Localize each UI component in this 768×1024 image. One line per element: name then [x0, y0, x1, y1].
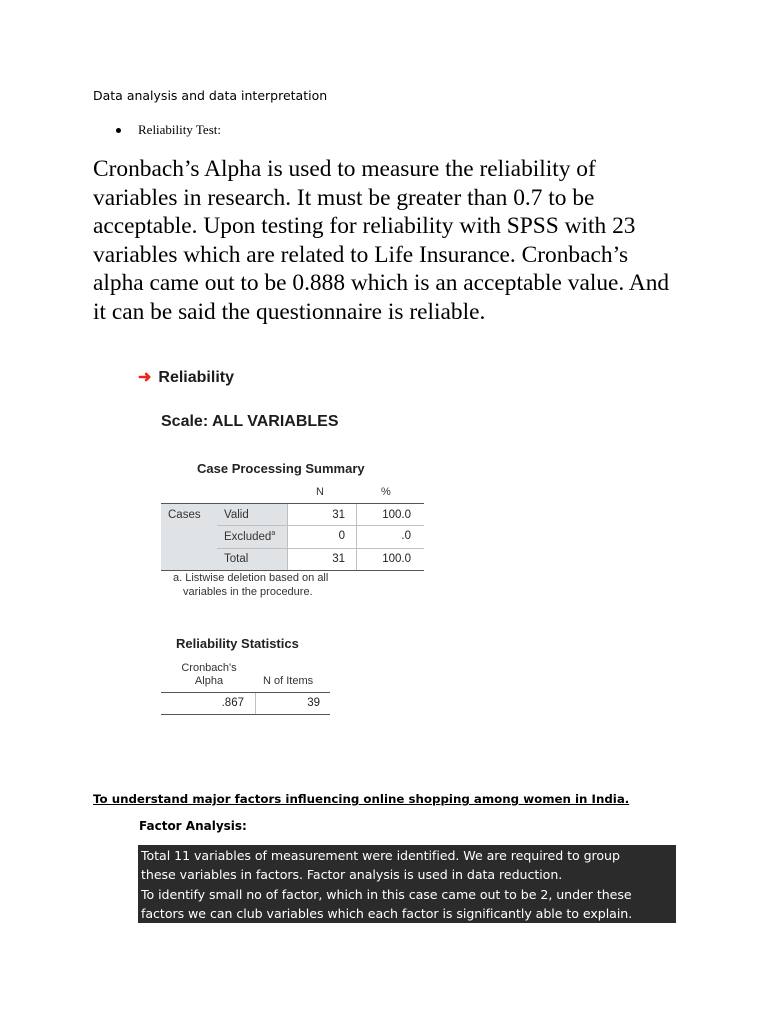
cps-row-label: Valid [224, 509, 249, 521]
spss-output-title [138, 367, 234, 387]
cps-footnote-line: variables in the procedure. [183, 585, 313, 598]
cps-row-pct: 100.0 [382, 553, 411, 565]
fa-line: factors we can club variables which each factor is significantly able to explain. [141, 905, 633, 921]
fa-line: To identify small no of factor, which in this case came out to be 2, under these [141, 886, 632, 902]
cps-row-label [224, 530, 275, 543]
cps-row-label-text: Excluded [224, 530, 272, 543]
cps-row-divider [217, 525, 424, 526]
rs-items-value: 39 [307, 697, 320, 709]
rs-col-alpha [163, 662, 255, 688]
case-processing-table [161, 503, 424, 571]
factor-analysis-text-box [138, 845, 676, 923]
cps-group-label: Cases [168, 509, 201, 521]
rs-col-items: N of Items [263, 675, 314, 687]
cps-row-pct: .0 [401, 530, 411, 542]
bullet-text: Reliability Test: [138, 122, 221, 137]
cps-row-divider [217, 548, 424, 549]
reliability-stats-table [161, 692, 330, 715]
rs-col-alpha-line: Cronbach's [181, 662, 237, 674]
rs-alpha-value: .867 [221, 697, 244, 709]
bullet-reliability-test [116, 122, 221, 138]
bullet-dot [116, 128, 121, 133]
document-heading: Data analysis and data interpretation [93, 88, 328, 103]
cps-col-pct: % [381, 486, 391, 498]
cps-footnote-line: a. Listwise deletion based on all [173, 572, 329, 584]
cps-row-n: 31 [332, 553, 345, 565]
cps-col-n: N [316, 486, 324, 498]
spss-title-text: Reliability [158, 369, 234, 386]
factor-analysis-label: Factor Analysis: [139, 819, 247, 833]
body-paragraph: Cronbach’s Alpha is used to measure the reliability of variables in research. It must be greater than 0.7 to be acceptable. Upon testing for reliability with SPSS with 23 variables which are related to Life Insurance. Cronbach’s alpha came out to be 0.888 which is an acceptable value. And it can be said the questionnaire is reliable. [93, 156, 670, 325]
spss-scale-heading: Scale: ALL VARIABLES [161, 413, 339, 430]
fa-line: Total 11 variables of measurement were identified. We are required to group [141, 848, 620, 863]
cps-row-label: Total [224, 553, 249, 565]
objective-heading: To understand major factors influencing online shopping among women in India. [93, 792, 630, 806]
cps-row-pct: 100.0 [382, 509, 411, 521]
rs-col-alpha-line: Alpha [194, 675, 224, 687]
cps-row-n: 31 [332, 509, 345, 521]
case-processing-title: Case Processing Summary [197, 461, 365, 476]
red-arrow-icon: ➜ [138, 369, 152, 386]
cps-footnote-marker: a [271, 530, 276, 537]
reliability-stats-title: Reliability Statistics [176, 636, 299, 651]
fa-line: these variables in factors. Factor analysis is used in data reduction. [141, 867, 563, 883]
cps-row-n: 0 [338, 530, 345, 542]
cps-footnote [173, 572, 393, 599]
